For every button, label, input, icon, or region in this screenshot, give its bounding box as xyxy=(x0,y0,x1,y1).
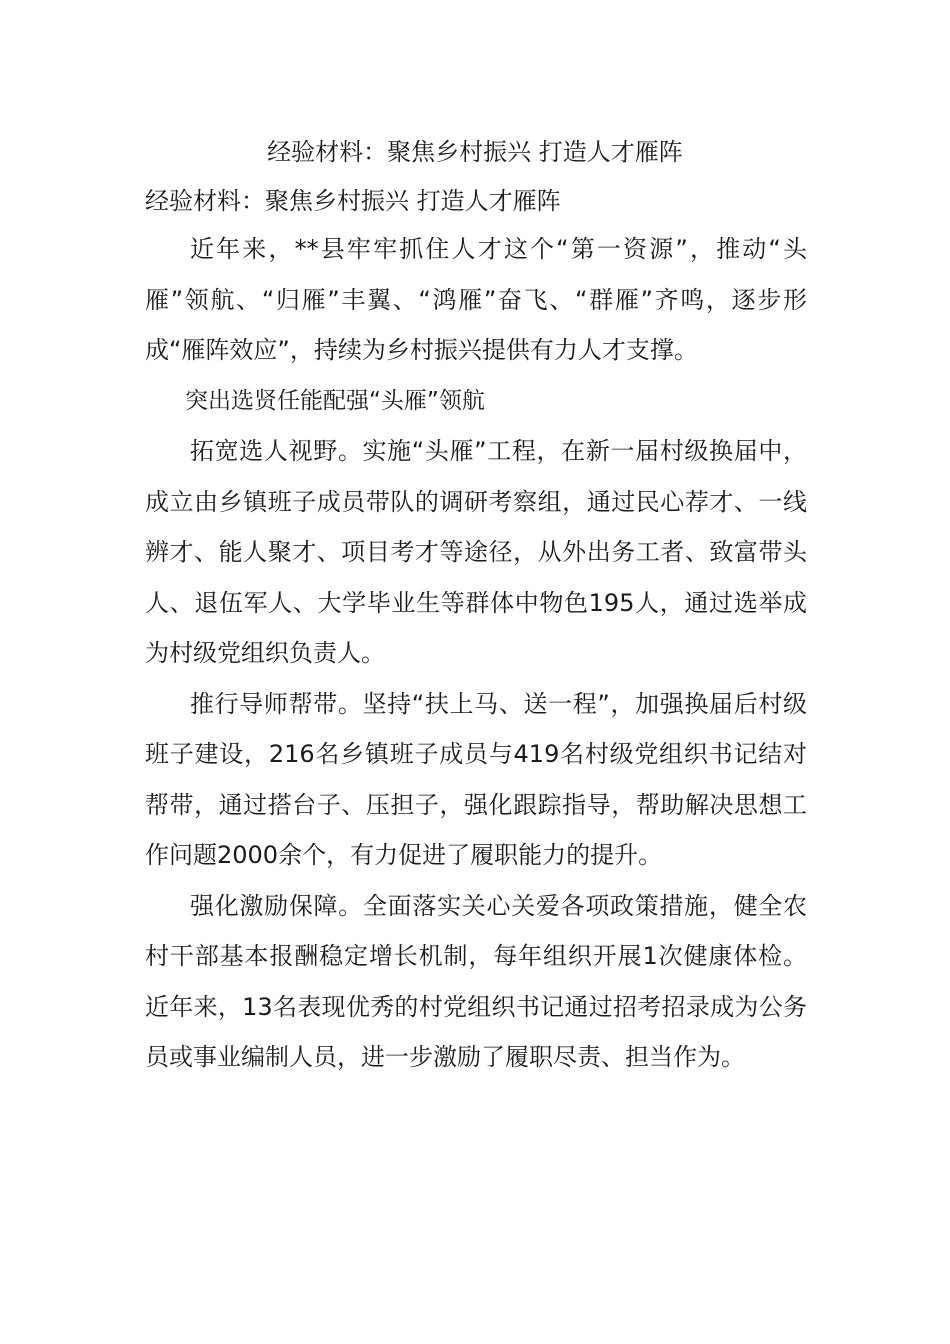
document-title-repeat: 经验材料：聚焦乡村振兴 打造人才雁阵 xyxy=(145,187,561,215)
body-paragraph-1: 拓宽选人视野。实施“头雁”工程，在新一届村级换届中，成立由乡镇班子成员带队的调研考察组，通过民心荐才、一线辨才、能人聚才、项目考才等途径，从外出务工者、致富带头人、退伍军人、大学毕业生等群体中物色195人，通过选举成为村级党组织负责人。 xyxy=(145,437,807,667)
document-body xyxy=(145,224,807,1083)
body-paragraph-3: 强化激励保障。全面落实关心关爱各项政策措施，健全农村干部基本报酬稳定增长机制，每年组织开展1次健康体检。近年来，13名表现优秀的村党组织书记通过招考招录成为公务员或事业编制人员，进一步激励了履职尽责、担当作为。 xyxy=(145,891,807,1071)
section-heading: 突出选贤任能配强“头雁”领航 xyxy=(185,387,485,414)
document-title: 经验材料：聚焦乡村振兴 打造人才雁阵 xyxy=(267,138,683,166)
intro-paragraph: 近年来，**县牢牢抓住人才这个“第一资源”，推动“头雁”领航、“归雁”丰翼、“鸿雁”奋飞、“群雁”齐鸣，逐步形成“雁阵效应”，持续为乡村振兴提供有力人才支撑。 xyxy=(145,235,807,364)
body-paragraph-2: 推行导师帮带。坚持“扶上马、送一程”，加强换届后村级班子建设，216名乡镇班子成员与419名村级党组织书记结对帮带，通过搭台子、压担子，强化跟踪指导，帮助解决思想工作问题2000余个，有力促进了履职能力的提升。 xyxy=(145,689,807,869)
